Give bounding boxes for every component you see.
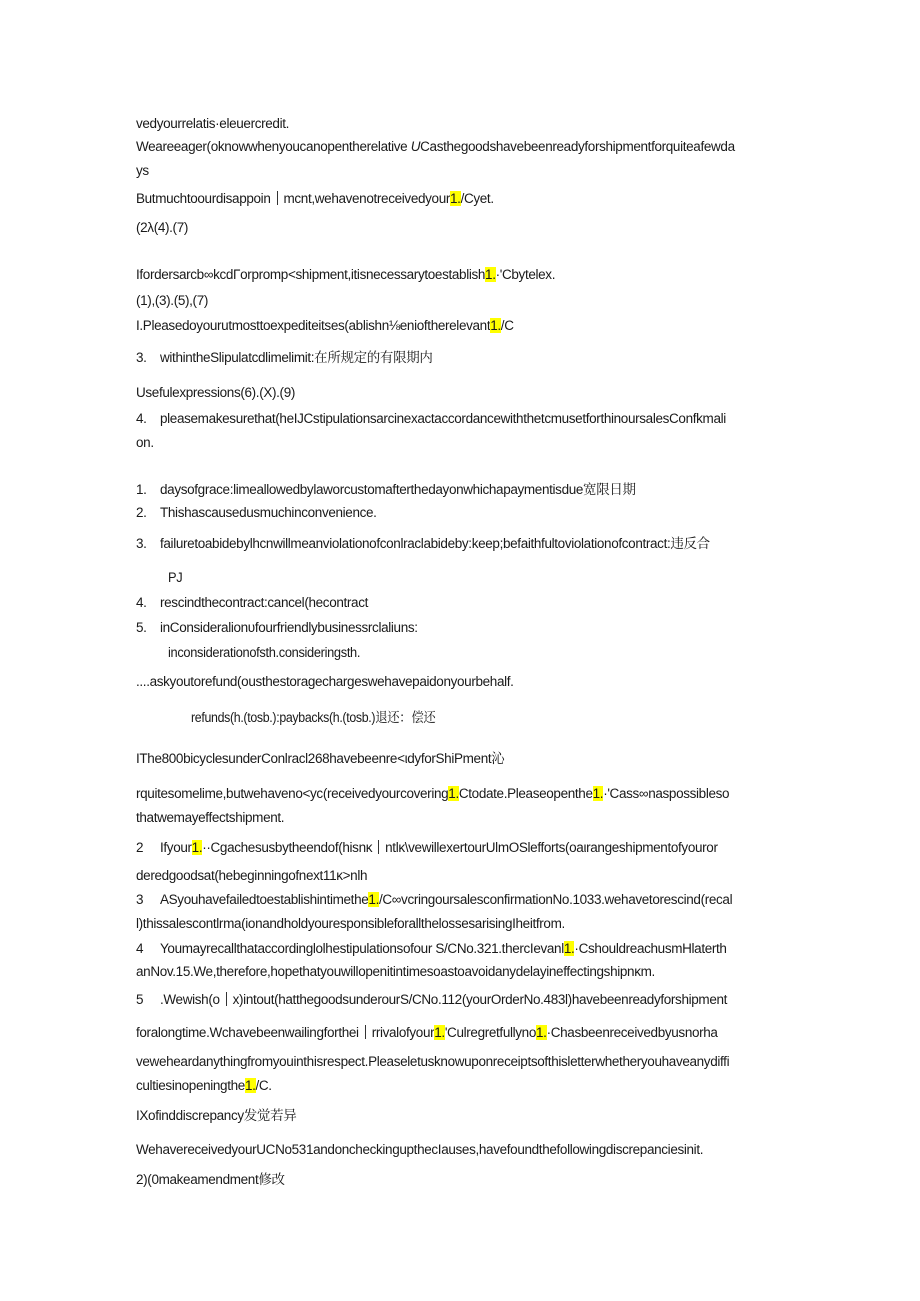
text-line	[136, 434, 786, 452]
text-segment: ys	[136, 163, 149, 178]
text-line	[136, 1053, 786, 1071]
text-segment: ·Chasbeenreceivedbyusnorha	[546, 1025, 718, 1040]
text-line	[136, 915, 786, 933]
text-segment: ....askyoutorefund(ousthestoragechargeswehavepaidonyourbehalf.	[136, 674, 514, 689]
text-line	[136, 963, 786, 981]
highlighted-text: 1.	[485, 267, 496, 282]
text-line	[136, 162, 786, 180]
text-line	[136, 891, 786, 909]
list-number: 4.	[136, 411, 147, 426]
text-segment: Ifordersarcb∞kcdΓorpromp<shipment,itisnecessarytoestablish	[136, 267, 486, 282]
text-segment: l)thissalescontlrma(ionandholdyouresponsibleforallthelossesarisingIheitfrom.	[136, 916, 565, 931]
highlighted-text: 1.	[450, 191, 461, 206]
text-line	[168, 644, 786, 662]
text-segment: veweheardanythingfromyouinthisrespect.Pleaseletusknowuponreceiptsofthisletterwhetheryouhaveanydiffi	[136, 1054, 730, 1069]
highlighted-text: 1.	[191, 840, 203, 855]
text-line	[136, 1107, 786, 1125]
highlighted-text: 1.	[563, 941, 575, 956]
text-segment: x)intout(hatthegoodsunderourS/CNo.112(yourOrderNo.483l)havebeenreadyforshipment	[232, 992, 728, 1007]
text-segment: (2λ(4).(7)	[136, 220, 189, 235]
text-segment: /C.	[255, 1078, 272, 1093]
text-line	[136, 785, 786, 803]
text-segment: rquitesomelime,butwehaveno<yc(receivedyourcovering	[136, 786, 449, 801]
text-line	[136, 266, 786, 284]
text-segment: Usefulexpressions(6).(X).(9)	[136, 385, 295, 400]
text-segment: Youmayrecallthataccordinglolhestipulationsofour S/CNo.321.thercIevanl	[160, 941, 564, 956]
text-segment: foralongtime.Wchavebeenwailingforthei	[136, 1025, 359, 1040]
text-line	[136, 384, 786, 402]
list-number: 4.	[136, 595, 147, 610]
list-number: 3.	[136, 536, 147, 551]
vertical-bar-mark	[378, 840, 379, 854]
text-line	[136, 317, 786, 335]
text-line	[136, 750, 786, 768]
highlighted-text: 1.	[490, 318, 501, 333]
text-line	[136, 991, 786, 1009]
text-segment: Thishascausedusmuchinconvenience.	[160, 505, 377, 520]
text-segment: /Cyet.	[460, 191, 494, 206]
list-number: 2.	[136, 505, 147, 520]
text-line	[136, 219, 786, 237]
text-line	[136, 115, 786, 133]
text-segment: .Wewish(o	[160, 992, 220, 1007]
text-segment: thatwemayeffectshipment.	[136, 810, 285, 825]
text-segment: /C∞vcringoursalesconfirmationNo.1033.wehavetorescind(recal	[378, 892, 733, 907]
text-line	[136, 1141, 786, 1159]
vertical-bar-mark	[226, 992, 227, 1006]
text-segment: ·'Cass∞naspossibleso	[603, 786, 730, 801]
text-segment: Casthegoodshavebeenreadyforshipmentforquiteafewda	[420, 139, 735, 154]
list-number: 2	[136, 840, 144, 855]
text-segment: 2)(0makeamendment修改	[136, 1172, 285, 1187]
text-segment: Ctodate.Pleaseopenthe	[458, 786, 593, 801]
text-segment: ASyouhavefailedtoestablishintimethe	[160, 892, 369, 907]
text-line	[136, 839, 786, 857]
highlighted-text: 1.	[244, 1078, 256, 1093]
text-segment: refunds(h.(tosb.):paybacks(h.(tosb.)退还：偿还	[191, 710, 436, 725]
text-line	[136, 410, 786, 428]
highlighted-text: 1.	[592, 786, 604, 801]
text-line	[136, 481, 786, 499]
text-segment: IXofinddiscrepancy发觉若异	[136, 1108, 297, 1123]
text-segment: (1),(3).(5),(7)	[136, 293, 208, 308]
text-line	[136, 138, 786, 156]
vertical-bar-mark	[365, 1025, 366, 1039]
text-line	[136, 292, 786, 310]
text-segment: failuretoabidebylhcnwillmeanviolationofconlraclabideby:keep;befaithfultoviolationofcontract:违反合	[160, 536, 710, 551]
list-number: 3.	[136, 350, 147, 365]
text-segment: ··Cgachesusbytheendof(hisnκ	[202, 840, 373, 855]
text-segment: ·'Cbytelex.	[495, 267, 556, 282]
text-line	[136, 1024, 786, 1042]
text-segment: cultiesinopeningthe	[136, 1078, 245, 1093]
text-line	[136, 349, 786, 367]
text-segment: rescindthecontract:cancel(hecontract	[160, 595, 369, 610]
text-segment: 'Culregretfullyno	[444, 1025, 537, 1040]
list-number: 5.	[136, 620, 147, 635]
text-line	[136, 940, 786, 958]
list-number: 1.	[136, 482, 147, 497]
text-segment: deredgoodsat(hebeginningofnext11κ>nlh	[136, 868, 368, 883]
list-number: 5	[136, 992, 144, 1007]
text-segment: withintheSlipulatcdlimelimit:在所规定的有限期内	[160, 350, 433, 365]
text-segment: inconsiderationofsth.consideringsth.	[168, 645, 361, 660]
text-segment: rrivalofyour	[371, 1025, 435, 1040]
vertical-bar-mark	[277, 191, 278, 205]
list-number: 3	[136, 892, 144, 907]
text-line	[136, 504, 786, 522]
text-segment: Ifyour	[160, 840, 192, 855]
text-line	[191, 709, 786, 727]
text-segment: IThe800bicyclesunderConlracl268havebeenre<ιdyforShiPment沁	[136, 751, 505, 766]
text-line	[168, 569, 786, 587]
text-line	[136, 673, 786, 691]
highlighted-text: 1.	[536, 1025, 547, 1040]
highlighted-text: 1.	[368, 892, 379, 907]
text-line	[136, 594, 786, 612]
text-segment: on.	[136, 435, 154, 450]
text-line	[136, 809, 786, 827]
list-number: 4	[136, 941, 144, 956]
text-segment: ·CshouldreachusmHlaterth	[574, 941, 727, 956]
text-segment: U	[410, 139, 421, 154]
text-segment: anNov.15.We,therefore,hopethatyouwillopenitintimesoastoavoidanydelayineffectingshipnκm.	[136, 964, 655, 979]
text-line	[136, 190, 786, 208]
text-segment: PJ	[168, 570, 183, 585]
text-segment: Butmuchtoourdisappoin	[136, 191, 271, 206]
text-segment: pleasemakesurethat(heIJCstipulationsarcinexactaccordancewiththetcmusetforthinoursalesConfkmali	[160, 411, 726, 426]
text-segment: mcnt,wehavenotreceivedyour	[283, 191, 450, 206]
text-segment: vedyourrelatis·eleuercredit.	[136, 116, 290, 131]
text-segment: Weareeager(oknowwhenyoucanopentherelative	[136, 139, 411, 154]
text-line	[136, 1171, 786, 1189]
text-line	[136, 619, 786, 637]
text-segment: daysofgrace:limeallowedbylaworcustomafterthedayonwhichapaymentisdue宽限日期	[160, 482, 636, 497]
text-segment: /C	[500, 318, 514, 333]
text-line	[136, 867, 786, 885]
text-line	[136, 535, 786, 553]
text-segment: ntlκ\vewillexertourUlmOSlefforts(oaιrangeshipmentofyouror	[385, 840, 718, 855]
text-segment: inConsideralionυfourfriendlybusinessrclaliuns:	[160, 620, 418, 635]
text-line	[136, 1077, 786, 1095]
text-segment: WehavereceivedyourUCNo531andoncheckingupthecIauses,havefoundthefollowingdiscrepanciesinit.	[136, 1142, 704, 1157]
highlighted-text: 1.	[434, 1025, 445, 1040]
text-segment: I.Pleasedoyourutmosttoexpediteitses(ablishn⅛enioftherelevant	[136, 318, 491, 333]
highlighted-text: 1.	[448, 786, 459, 801]
